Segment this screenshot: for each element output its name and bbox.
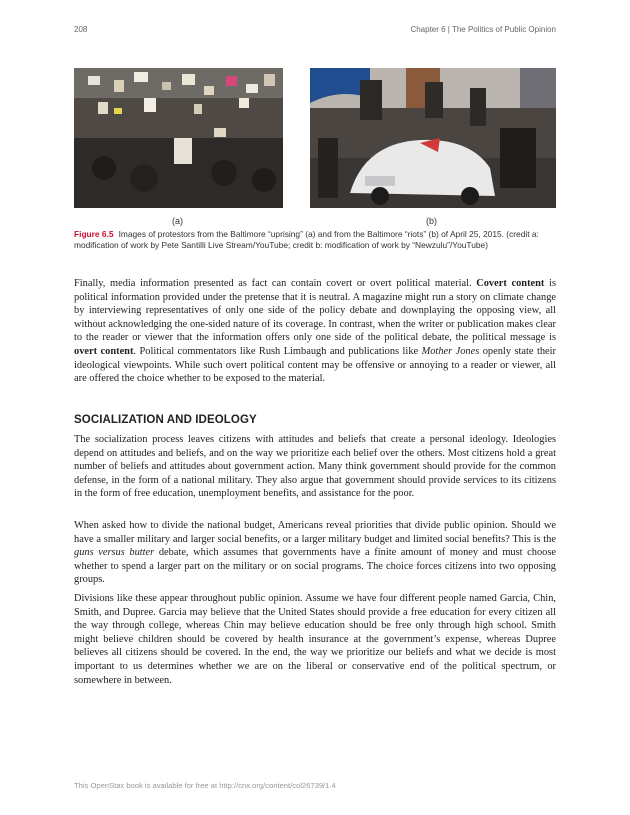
p1-text-1: Finally, media information presented as fact can contain covert or overt political material. [74, 278, 477, 289]
paragraph-media-content [74, 277, 556, 386]
figure-caption-text: Images of protestors from the Baltimore “uprising” (a) and from the Baltimore “riots” (b) of April 25, 2015. (credit a: modification of work by Pete Santilli Live Stream/YouTube; credit b: modification of work by “Newzulu”/YouTube) [74, 229, 539, 250]
page-footer: This OpenStax book is available for free at http://cnx.org/content/col26739/1.4 [74, 781, 336, 790]
paragraph-divisions: Divisions like these appear throughout public opinion. Assume we have four different people named Garcia, Chin, Smith, and Dupree. Garcia may believe that the United States should provide a free education for every citizen all the way through college, whereas Chin may believe education should be free only through high school. Smith might believe children should be covered by health insurance at the government’s expense, whereas Dupree believes all citizens should be covered. In the end, the way we prioritize our beliefs and what we decide is most important to us determines whether we are on the liberal or conservative end of the political spectrum, or somewhere in between. [74, 593, 556, 686]
paragraph-budget [74, 519, 556, 587]
subfigure-label-b: (b) [426, 216, 437, 226]
page-number: 208 [74, 25, 88, 34]
figure-label: Figure 6.5 [74, 229, 114, 239]
term-overt-content: overt content [74, 345, 134, 357]
protest-riot-photo [310, 68, 556, 208]
subfigure-label-a: (a) [172, 216, 183, 226]
chapter-title: Chapter 6 | The Politics of Public Opinion [410, 25, 556, 34]
page-header [74, 25, 556, 37]
p3-text-2: debate, which assumes that governments have a finite amount of money and must choose whether to spend a larger part on the military or on social programs. The choice forces citizens into two opposing groups. [74, 547, 556, 586]
section-heading: SOCIALIZATION AND IDEOLOGY [74, 414, 257, 426]
protest-uprising-photo [74, 68, 283, 208]
term-guns-versus-butter: guns versus butter [74, 547, 155, 559]
p1-text-4: openly state their ideological viewpoints. While such overt political content may be offensive or annoying to a reader or viewer, all are offered the choice whether to be exposed to the material. [74, 345, 556, 385]
figure-caption [74, 229, 556, 250]
p3-text-1: When asked how to divide the national budget, Americans reveal priorities that divide public opinion. Should we have a smaller military and larger social benefits, or a larger military budget and limited social benefits? This is the [74, 520, 556, 545]
paragraph-socialization: The socialization process leaves citizens with attitudes and beliefs that create a personal ideology. Ideologies depend on attitudes and beliefs, and on the way we prioritize each belief over the others. Most citizens hold a great number of beliefs and attitudes about government action. Many think government should provide for the common defense, in the form of a national military. They also argue that government should provide services to its citizens in the form of free education, unemployment benefits, and assistance for the poor. [74, 434, 556, 500]
p1-text-2: is political information provided under the pretense that it is neutral. A magazine might run a story on climate change by interviewing representatives of only one side of the policy debate and downplaying the opposing view, all without acknowledging the one-sided nature of its coverage. In contrast, when the writer or publication makes clear to the reader or viewer that the information offers only one side of the political debate, the political message is [74, 278, 556, 344]
term-covert-content: Covert content [476, 278, 545, 289]
publication-title: Mother Jones [421, 345, 480, 357]
p1-text-3: . Political commentators like Rush Limbaugh and publications like [133, 345, 422, 357]
